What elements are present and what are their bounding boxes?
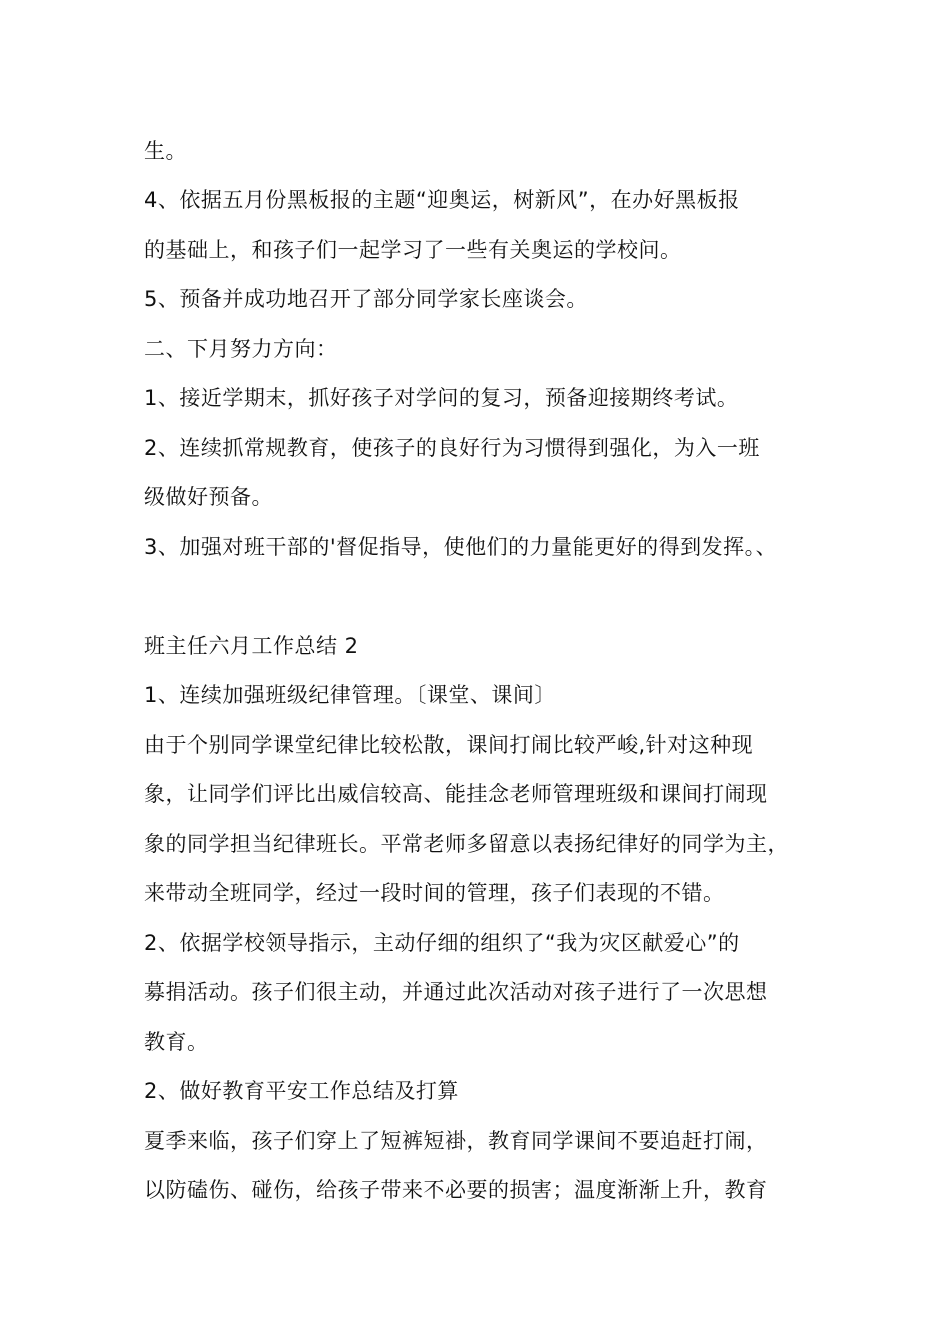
text-line: 1、接近学期末，抓好孩子对学问的复习，预备迎接期终考试。 — [144, 386, 739, 410]
text-line: 夏季来临，孩子们穿上了短裤短褂，教育同学课间不要追赶打闹， — [144, 1129, 768, 1153]
text-line: 2、依据学校领导指示，主动仔细的组织了“我为灾区献爱心”的 — [144, 931, 740, 955]
text-line: 以防磕伤、碰伤，给孩子带来不必要的损害；温度渐渐上升，教育 — [144, 1178, 768, 1202]
text-line: 来带动全班同学，经过一段时间的管理，孩子们表现的不错。 — [144, 881, 725, 905]
document-title: 班主任六月工作总结 2 — [144, 634, 359, 658]
text-line: 教育。 — [144, 1030, 209, 1054]
text-line: 3、加强对班干部的'督促指导，使他们的力量能更好的得到发挥。、 — [144, 535, 778, 559]
text-line: 1、连续加强班级纪律管理。〔课堂、课间〕 — [144, 683, 556, 707]
text-line: 5、预备并成功地召开了部分同学家长座谈会。 — [144, 287, 588, 311]
text-line: 由于个别同学课堂纪律比较松散，课间打闹比较严峻,针对这种现 — [144, 733, 754, 757]
section-heading: 二、下月努力方向： — [144, 337, 338, 361]
text-line: 2、连续抓常规教育，使孩子的良好行为习惯得到强化，为入一班 — [144, 436, 760, 460]
text-line: 4、依据五月份黑板报的主题“迎奥运，树新风”，在办好黑板报 — [144, 188, 740, 212]
text-line: 生。 — [144, 139, 187, 163]
text-line: 募捐活动。孩子们很主动，并通过此次活动对孩子进行了一次思想 — [144, 980, 768, 1004]
text-line: 象的同学担当纪律班长。平常老师多留意以表扬纪律好的同学为主， — [144, 832, 789, 856]
text-line: 象，让同学们评比出威信较高、能挂念老师管理班级和课间打闹现 — [144, 782, 768, 806]
text-line: 级做好预备。 — [144, 485, 273, 509]
text-line: 2、做好教育平安工作总结及打算 — [144, 1079, 459, 1103]
text-line: 的基础上，和孩子们一起学习了一些有关奥运的学校问。 — [144, 238, 682, 262]
